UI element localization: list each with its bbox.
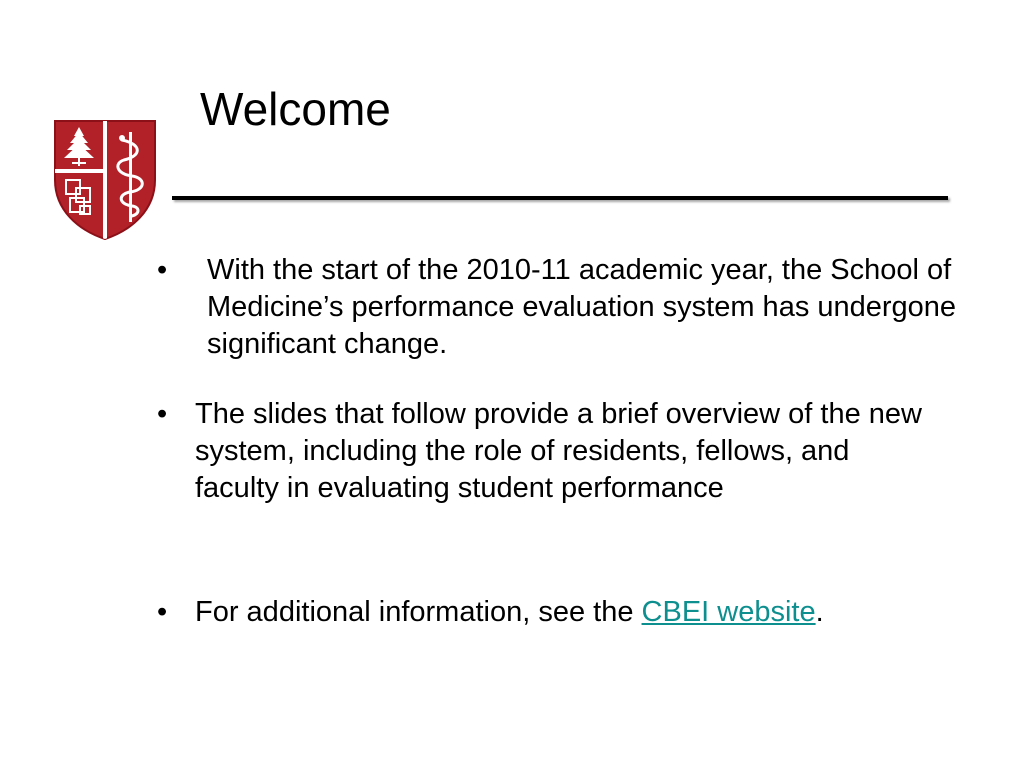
bullet-marker: • — [157, 596, 168, 628]
bullet-text: The slides that follow provide a brief overview of the new system, including the role of residents, fellows, and faculty in evaluating student performance — [195, 398, 922, 504]
bullet-text: With the start of the 2010-11 academic year, the School of Medicine’s performance evaluation system has undergone significant change. — [207, 254, 957, 360]
bullet-item — [157, 594, 957, 631]
cbei-website-link[interactable]: CBEI website — [641, 596, 816, 628]
bullet-item — [157, 396, 957, 507]
bullet-item — [157, 252, 957, 363]
stanford-medicine-shield-icon — [52, 118, 158, 242]
slide-title: Welcome — [200, 83, 391, 135]
bullet-text-with-link — [195, 594, 935, 631]
bullet-text-before-link: For additional information, see the — [195, 596, 642, 628]
bullet-marker: • — [157, 398, 168, 430]
bullet-marker: • — [157, 254, 168, 286]
bullet-text-after-link: . — [815, 596, 824, 628]
title-underline — [172, 196, 948, 200]
